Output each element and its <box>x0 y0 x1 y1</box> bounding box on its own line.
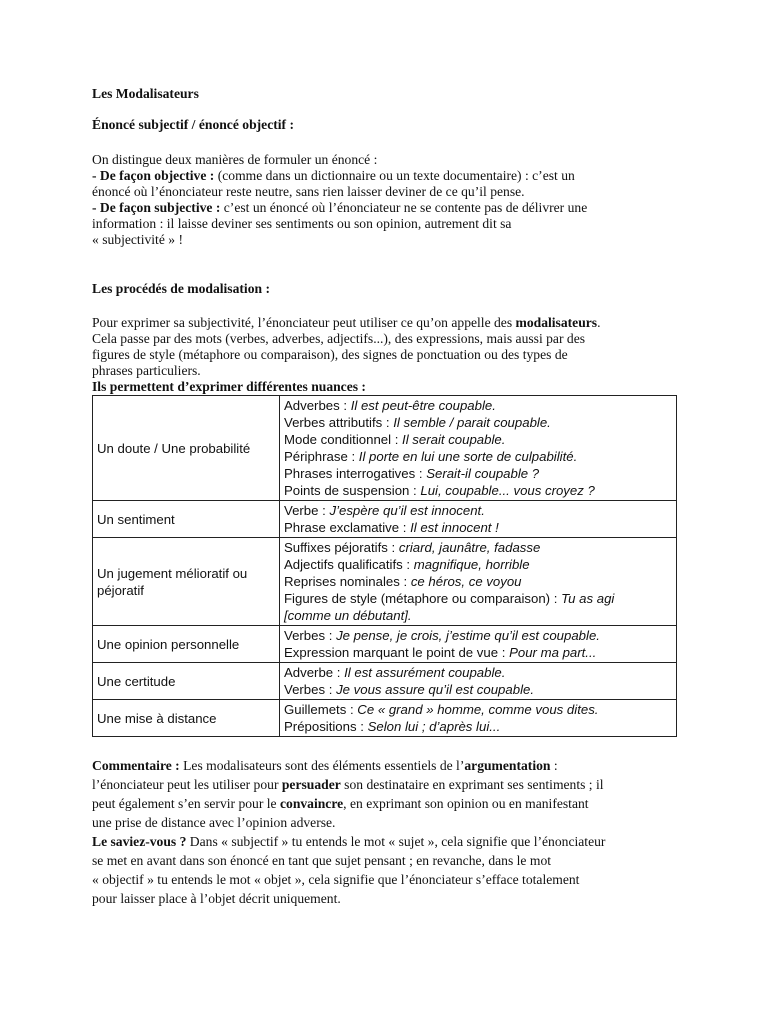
saviez-line1 <box>92 832 682 851</box>
example-line <box>284 644 672 661</box>
saviez-label: Le saviez-vous ? <box>92 834 187 849</box>
example-text: Il est innocent ! <box>410 520 499 535</box>
section2-p1-end: . <box>597 315 601 330</box>
section2-p1-line2: Cela passe par des mots (verbes, adverbes, adjectifs...), des expressions, mais aussi par des <box>92 331 586 346</box>
nuance-category: Une opinion personnelle <box>93 626 280 663</box>
document-title: Les Modalisateurs <box>92 86 199 101</box>
nuance-examples <box>280 501 677 538</box>
example-line <box>284 519 672 536</box>
example-label: Guillemets : <box>284 702 358 717</box>
example-label: Verbes attributifs : <box>284 415 394 430</box>
nuance-examples <box>280 538 677 626</box>
example-label: Phrases interrogatives : <box>284 466 427 481</box>
table-heading <box>92 379 682 395</box>
example-label: Expression marquant le point de vue : <box>284 645 510 660</box>
item1-line1 <box>92 168 682 184</box>
example-line <box>284 465 672 482</box>
section2-p1-line1 <box>92 315 682 331</box>
nuance-examples <box>280 396 677 501</box>
nuance-category: Une mise à distance <box>93 700 280 737</box>
example-line <box>284 573 672 590</box>
section2-p1-text: Pour exprimer sa subjectivité, l’énonciateur peut utiliser ce qu’on appelle des <box>92 315 516 330</box>
example-text: criard, jaunâtre, fadasse <box>398 540 541 555</box>
example-text: [comme un débutant]. <box>284 608 412 623</box>
example-label: Verbes : <box>284 682 337 697</box>
example-text: Il porte en lui une sorte de culpabilité. <box>358 449 578 464</box>
example-label: Périphrase : <box>284 449 359 464</box>
item1-text-a: (comme dans un dictionnaire ou un texte documentaire) : c’est un <box>214 168 575 183</box>
commentaire-text: son destinataire en exprimant ses sentiments ; il <box>340 777 604 792</box>
commentaire-line4: une prise de distance avec l’opinion adverse. <box>92 815 336 830</box>
example-line <box>284 556 672 573</box>
item2-line1 <box>92 200 682 216</box>
commentaire-text: , en exprimant son opinion ou en manifestant <box>343 796 589 811</box>
example-text: Pour ma part... <box>509 645 597 660</box>
example-label: Adverbes : <box>284 398 351 413</box>
example-label: Figures de style (métaphore ou comparaison) : <box>284 591 562 606</box>
nuance-examples <box>280 626 677 663</box>
example-text: ce héros, ce voyou <box>410 574 522 589</box>
table-row <box>93 663 677 700</box>
example-line <box>284 482 672 499</box>
table-row <box>93 700 677 737</box>
example-label: Points de suspension : <box>284 483 421 498</box>
example-label: Verbe : <box>284 503 330 518</box>
example-text: Tu as agi <box>561 591 615 606</box>
section1-heading: Énoncé subjectif / énoncé objectif : <box>92 117 294 132</box>
example-line <box>284 607 672 624</box>
example-text: J’espère qu’il est innocent. <box>329 503 485 518</box>
saviez-line4: pour laisser place à l’objet décrit uniquement. <box>92 891 341 906</box>
example-label: Prépositions : <box>284 719 368 734</box>
example-line <box>284 431 672 448</box>
table-row <box>93 538 677 626</box>
nuance-category: Un sentiment <box>93 501 280 538</box>
item2-line3: « subjectivité » ! <box>92 232 183 247</box>
persuader-bold: persuader <box>281 777 341 792</box>
table-row <box>93 396 677 501</box>
example-line <box>284 448 672 465</box>
example-text: Lui, coupable... vous croyez ? <box>420 483 595 498</box>
item2-text-a: c’est un énoncé où l’énonciateur ne se contente pas de délivrer une <box>220 200 588 215</box>
example-text: magnifique, horrible <box>413 557 530 572</box>
commentaire-text: Les modalisateurs sont des éléments essentiels de l’ <box>179 758 465 773</box>
example-label: Adverbe : <box>284 665 345 680</box>
argumentation-bold: argumentation <box>464 758 551 773</box>
example-text: Il est assurément coupable. <box>344 665 506 680</box>
commentaire-block <box>92 756 682 908</box>
example-text: Il serait coupable. <box>402 432 506 447</box>
example-text: Je pense, je crois, j’estime qu’il est coupable. <box>336 628 600 643</box>
nuance-category: Un jugement mélioratif ou péjoratif <box>93 538 280 626</box>
commentaire-text: : <box>550 758 558 773</box>
example-text: Selon lui ; d’après lui... <box>367 719 501 734</box>
example-label: Mode conditionnel : <box>284 432 403 447</box>
nuance-category: Un doute / Une probabilité <box>93 396 280 501</box>
commentaire-line1 <box>92 756 682 775</box>
document-page <box>92 86 682 908</box>
section1-intro: On distingue deux manières de formuler un énoncé : <box>92 152 378 167</box>
modalisateurs-bold: modalisateurs <box>515 315 598 330</box>
section1-body <box>92 152 682 248</box>
example-line <box>284 414 672 431</box>
table-row <box>93 626 677 663</box>
commentaire-label: Commentaire : <box>92 758 180 773</box>
example-label: Reprises nominales : <box>284 574 411 589</box>
commentaire-line2 <box>92 775 682 794</box>
example-text: Il est peut-être coupable. <box>350 398 496 413</box>
example-line <box>284 539 672 556</box>
saviez-line3: « objectif » tu entends le mot « objet », cela signifie que l’énonciateur s’efface totalement <box>92 872 580 887</box>
section2-heading: Les procédés de modalisation : <box>92 281 270 296</box>
example-text: Ce « grand » homme, comme vous dites. <box>357 702 599 717</box>
commentaire-text: peut également s’en servir pour le <box>92 796 280 811</box>
nuance-examples <box>280 663 677 700</box>
saviez-line2: se met en avant dans son énoncé en tant que sujet pensant ; en revanche, dans le mot <box>92 853 552 868</box>
example-label: Phrase exclamative : <box>284 520 411 535</box>
nuance-category: Une certitude <box>93 663 280 700</box>
item1-label: - De façon objective : <box>92 168 215 183</box>
nuance-examples <box>280 700 677 737</box>
nuances-table <box>92 395 677 737</box>
example-text: Je vous assure qu’il est coupable. <box>336 682 534 697</box>
example-line <box>284 627 672 644</box>
item2-label: - De façon subjective : <box>92 200 221 215</box>
commentaire-line3 <box>92 794 682 813</box>
item1-line2: énoncé où l’énonciateur reste neutre, sans rien laisser deviner de ce qu’il pense. <box>92 184 525 199</box>
example-line <box>284 397 672 414</box>
example-label: Suffixes péjoratifs : <box>284 540 399 555</box>
saviez-text: Dans « subjectif » tu entends le mot « sujet », cela signifie que l’énonciateur <box>186 834 606 849</box>
example-line <box>284 502 672 519</box>
commentaire-text: l’énonciateur peut les utiliser pour <box>92 777 282 792</box>
table-row <box>93 501 677 538</box>
example-label: Adjectifs qualificatifs : <box>284 557 414 572</box>
section2-body <box>92 315 682 395</box>
example-label: Verbes : <box>284 628 337 643</box>
convaincre-bold: convaincre <box>279 796 344 811</box>
table-heading-text: Ils permettent d’exprimer différentes nuances : <box>92 379 366 394</box>
item2-line2: information : il laisse deviner ses sentiments ou son opinion, autrement dit sa <box>92 216 512 231</box>
section2-p1-line3: figures de style (métaphore ou comparaison), des signes de ponctuation ou des types de <box>92 347 568 362</box>
example-line <box>284 718 672 735</box>
example-line <box>284 681 672 698</box>
example-line <box>284 701 672 718</box>
example-line <box>284 664 672 681</box>
example-text: Serait-il coupable ? <box>426 466 540 481</box>
example-line <box>284 590 672 607</box>
section2-p1-line4: phrases particuliers. <box>92 363 201 378</box>
example-text: Il semble / parait coupable. <box>393 415 551 430</box>
